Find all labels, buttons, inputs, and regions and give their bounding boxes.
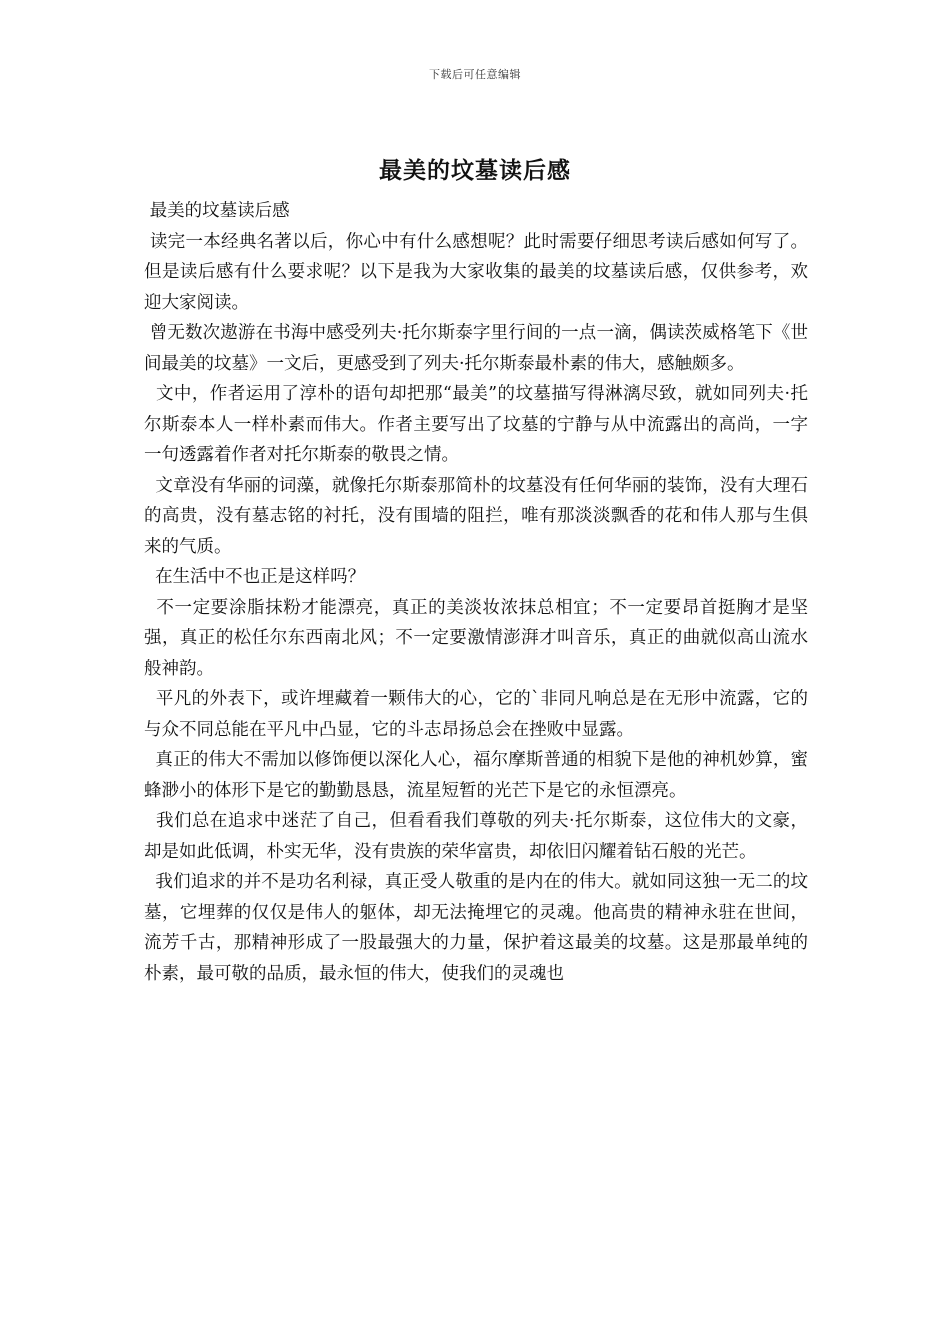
paragraph: 我们追求的并不是功名利禄，真正受人敬重的是内在的伟大。就如同这独一无二的坟墓，它埋葬的仅仅是伟人的躯体，却无法掩埋它的灵魂。他高贵的精神永驻在世间，流芳千古，那精神形成了一股最强大的力量，保护着这最美的坟墓。这是那最单纯的朴素，最可敬的品质，最永恒的伟大，使我们的灵魂也	[144, 872, 808, 984]
paragraph: 曾无数次遨游在书海中感受列夫·托尔斯泰字里行间的一点一滴，偶读茨威格笔下《世间最美的坟墓》一文后，更感受到了列夫·托尔斯泰最朴素的伟大，感触颇多。	[144, 323, 808, 374]
paragraph: 文中，作者运用了淳朴的语句却把那“最美”的坟墓描写得淋漓尽致，就如同列夫·托尔斯泰本人一样朴素而伟大。作者主要写出了坟墓的宁静与从中流露出的高尚，一字一句透露着作者对托尔斯泰的敬畏之情。	[144, 384, 808, 465]
header-note: 下载后可任意编辑	[429, 68, 521, 81]
paragraph: 文章没有华丽的词藻，就像托尔斯泰那简朴的坟墓没有任何华丽的装饰，没有大理石的高贵，没有墓志铭的衬托，没有围墙的阻拦，唯有那淡淡飘香的花和伟人那与生俱来的气质。	[144, 475, 808, 557]
document-title: 最美的坟墓读后感	[379, 157, 571, 184]
paragraph: 真正的伟大不需加以修饰便以深化人心，福尔摩斯普通的相貌下是他的神机妙算，蜜蜂渺小的体形下是它的勤勤恳恳，流星短暂的光芒下是它的永恒漂亮。	[144, 750, 808, 801]
document-body	[144, 196, 808, 989]
paragraph: 读完一本经典名著以后，你心中有什么感想呢？此时需要仔细思考读后感如何写了。但是读后感有什么要求呢？以下是我为大家收集的最美的坟墓读后感，仅供参考，欢迎大家阅读。	[144, 231, 808, 313]
paragraph: 我们总在追求中迷茫了自己，但看看我们尊敬的列夫·托尔斯泰，这位伟大的文豪，却是如此低调，朴实无华，没有贵族的荣华富贵，却依旧闪耀着钻石般的光芒。	[144, 811, 808, 862]
paragraph: 不一定要涂脂抹粉才能漂亮，真正的美淡妆浓抹总相宜；不一定要昂首挺胸才是坚强，真正的松任尔东西南北风；不一定要激情澎湃才叫音乐，真正的曲就似高山流水般神韵。	[144, 597, 808, 679]
paragraph-subtitle: 最美的坟墓读后感	[144, 201, 290, 221]
paragraph: 在生活中不也正是这样吗？	[144, 567, 366, 587]
paragraph: 平凡的外表下，或许埋藏着一颗伟大的心，它的`非同凡响总是在无形中流露，它的与众不同总能在平凡中凸显，它的斗志昂扬总会在挫败中显露。	[144, 689, 808, 740]
